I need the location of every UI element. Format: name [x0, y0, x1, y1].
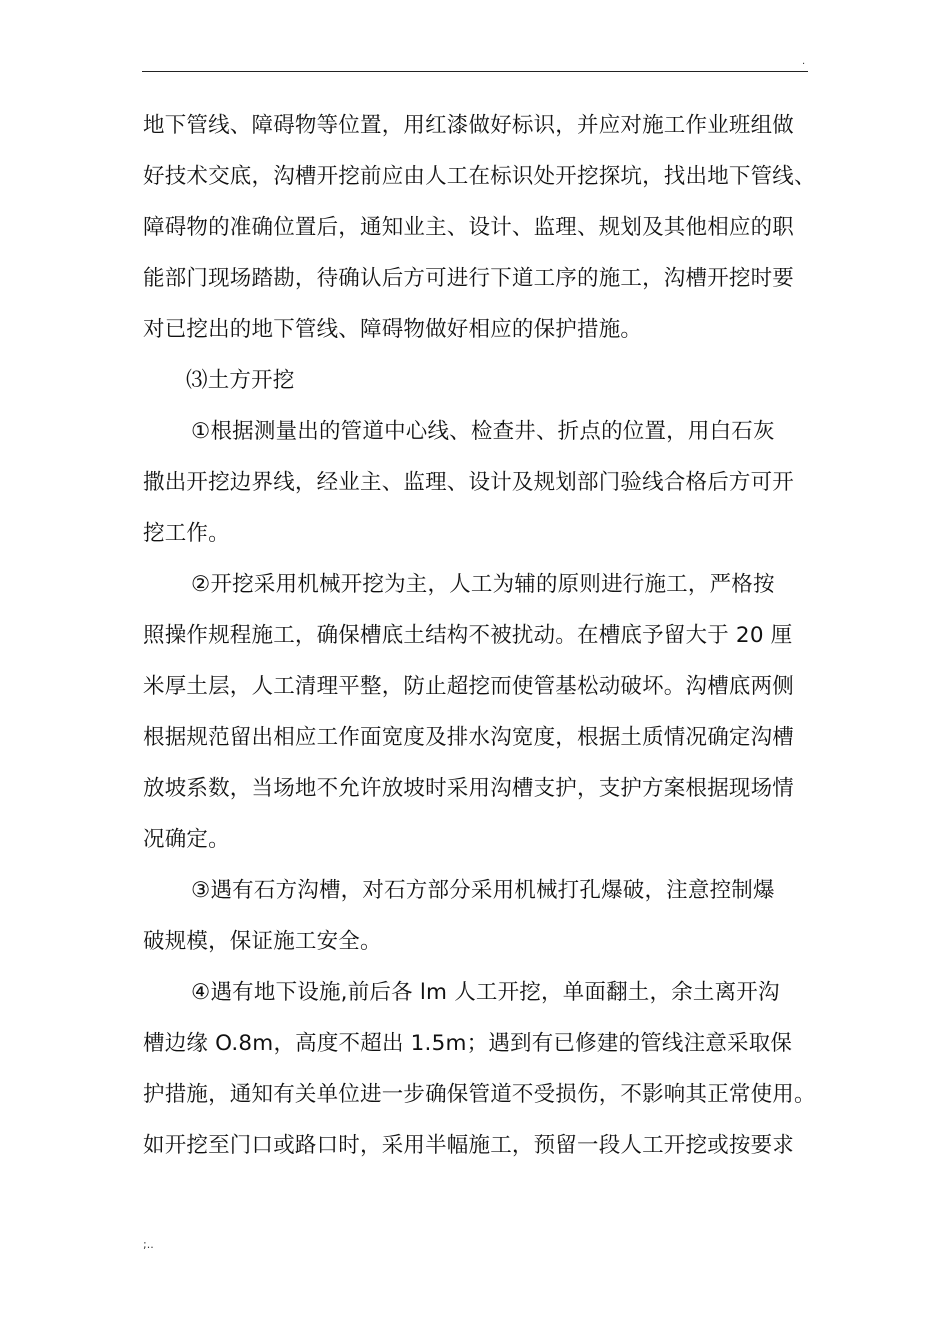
header-mark: . — [802, 56, 806, 67]
text-line: 撒出开挖边界线，经业主、监理、设计及规划部门验线合格后方可开 — [143, 470, 795, 495]
text-line: 槽边缘 O.8m，高度不超出 1.5m；遇到有已修建的管线注意采取保 — [143, 1031, 793, 1056]
text-line: 挖工作。 — [143, 521, 230, 546]
text-line: ②开挖采用机械开挖为主，人工为辅的原则进行施工，严格按 — [191, 572, 775, 597]
text-line: 好技术交底，沟槽开挖前应由人工在标识处开挖探坑，找出地下管线、 — [143, 164, 816, 189]
text-line: ④遇有地下设施,前后各 lm 人工开挖，单面翻土，余土离开沟 — [191, 980, 780, 1005]
text-line: 如开挖至门口或路口时，采用半幅施工，预留一段人工开挖或按要求 — [143, 1133, 795, 1158]
text-line: 护措施，通知有关单位进一步确保管道不受损伤，不影响其正常使用。 — [143, 1082, 816, 1107]
text-line: 放坡系数，当场地不允许放坡时采用沟槽支护，支护方案根据现场情 — [143, 776, 795, 801]
text-line: 破规模，保证施工安全。 — [143, 929, 382, 954]
document-body — [143, 100, 815, 1171]
footer-mark: ;.. — [143, 1238, 154, 1251]
text-line: 对已挖出的地下管线、障碍物做好相应的保护措施。 — [143, 317, 643, 342]
text-line: ①根据测量出的管道中心线、检查井、折点的位置，用白石灰 — [191, 419, 775, 444]
text-line: ③遇有石方沟槽，对石方部分采用机械打孔爆破，注意控制爆 — [191, 878, 775, 903]
header-rule — [142, 71, 808, 72]
text-line: 障碍物的准确位置后，通知业主、设计、监理、规划及其他相应的职 — [143, 215, 795, 240]
text-line: 照操作规程施工，确保槽底土结构不被扰动。在槽底予留大于 20 厘 — [143, 623, 793, 648]
section-heading: ⑶土方开挖 — [186, 368, 295, 393]
text-line: 根据规范留出相应工作面宽度及排水沟宽度，根据土质情况确定沟槽 — [143, 725, 795, 750]
text-line: 地下管线、障碍物等位置，用红漆做好标识，并应对施工作业班组做 — [143, 113, 795, 138]
text-line: 况确定。 — [143, 827, 230, 852]
text-line: 能部门现场踏勘，待确认后方可进行下道工序的施工，沟槽开挖时要 — [143, 266, 795, 291]
text-line: 米厚土层，人工清理平整，防止超挖而使管基松动破坏。沟槽底两侧 — [143, 674, 795, 699]
